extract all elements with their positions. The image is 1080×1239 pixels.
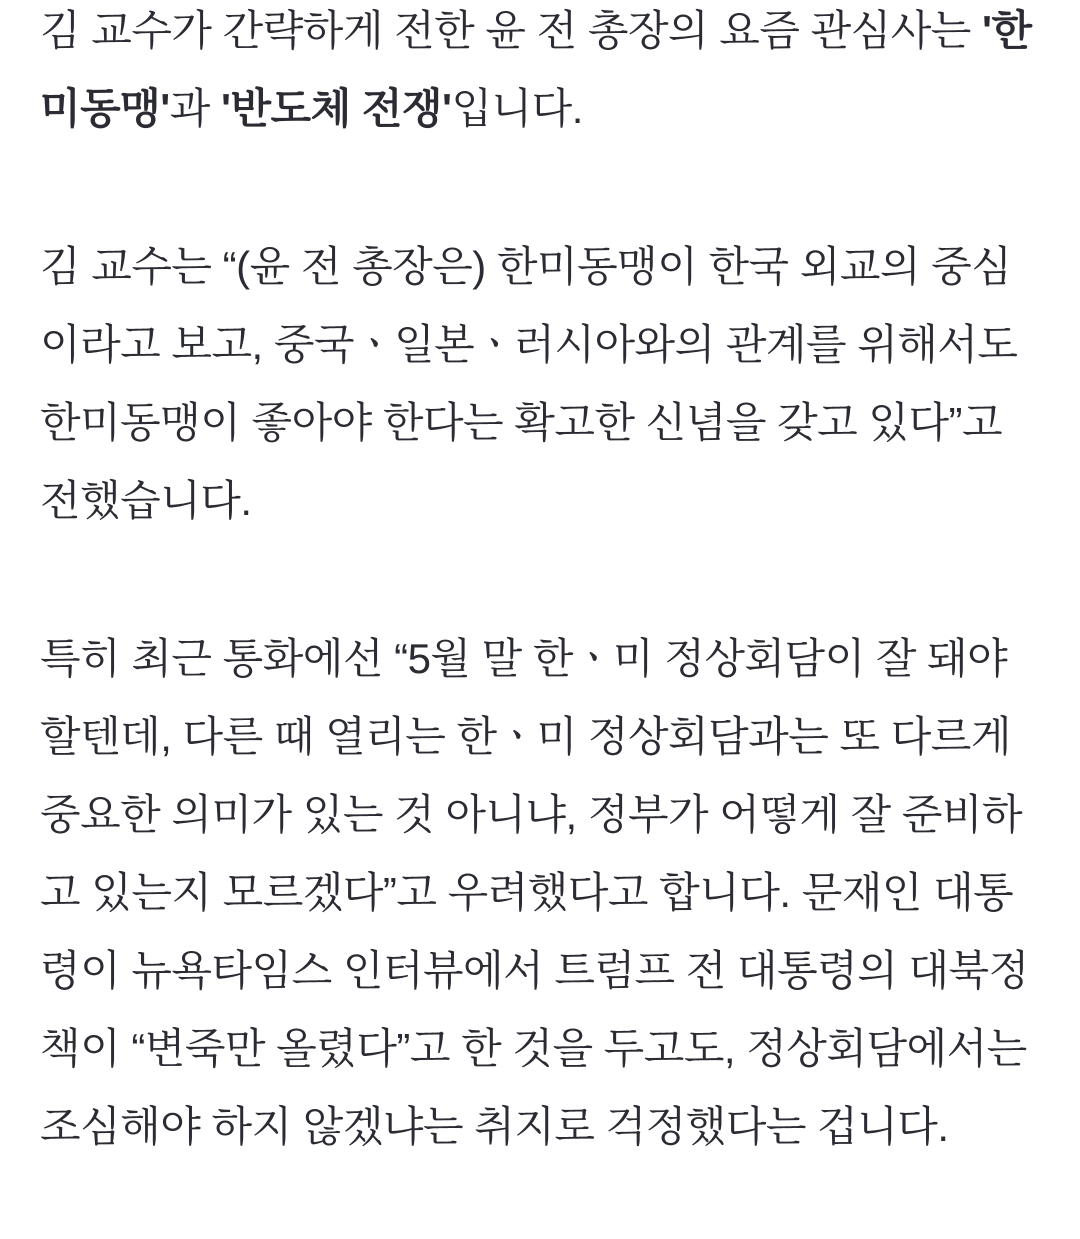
text-segment: 과 [169, 85, 221, 132]
paragraph [40, 0, 1042, 148]
paragraph-list [40, 0, 1042, 1166]
text-segment: 김 교수는 “(윤 전 총장은) 한미동맹이 한국 외교의 중심이라고 보고, 중국ㆍ일본ㆍ러시아와의 관계를 위해서도 한미동맹이 좋아야 한다는 확고한 신념을 갖고 있다”고 전했습니다. [40, 243, 1018, 524]
text-segment: 특히 최근 통화에선 “5월 말 한ㆍ미 정상회담이 잘 돼야 할텐데, 다른 때 열리는 한ㆍ미 정상회담과는 또 다르게 중요한 의미가 있는 것 아니냐, 정부가 어떻게 잘 준비하고 있는지 모르겠다”고 우려했다고 합니다. 문재인 대통령이 뉴욕타임스 인터뷰에서 트럼프 전 대통령의 대북정책이 “변죽만 올렸다”고 한 것을 두고도, 정상회담에서는 조심해야 하지 않겠냐는 취지로 걱정했다는 겁니다. [40, 635, 1029, 1150]
paragraph [40, 228, 1042, 540]
highlighted-term: '한미동맹' [40, 7, 1032, 132]
highlighted-term: '반도체 전쟁' [220, 85, 452, 132]
text-segment: 김 교수가 간략하게 전한 윤 전 총장의 요즘 관심사는 [40, 7, 983, 54]
text-segment: 입니다. [451, 85, 583, 132]
paragraph [40, 620, 1042, 1166]
